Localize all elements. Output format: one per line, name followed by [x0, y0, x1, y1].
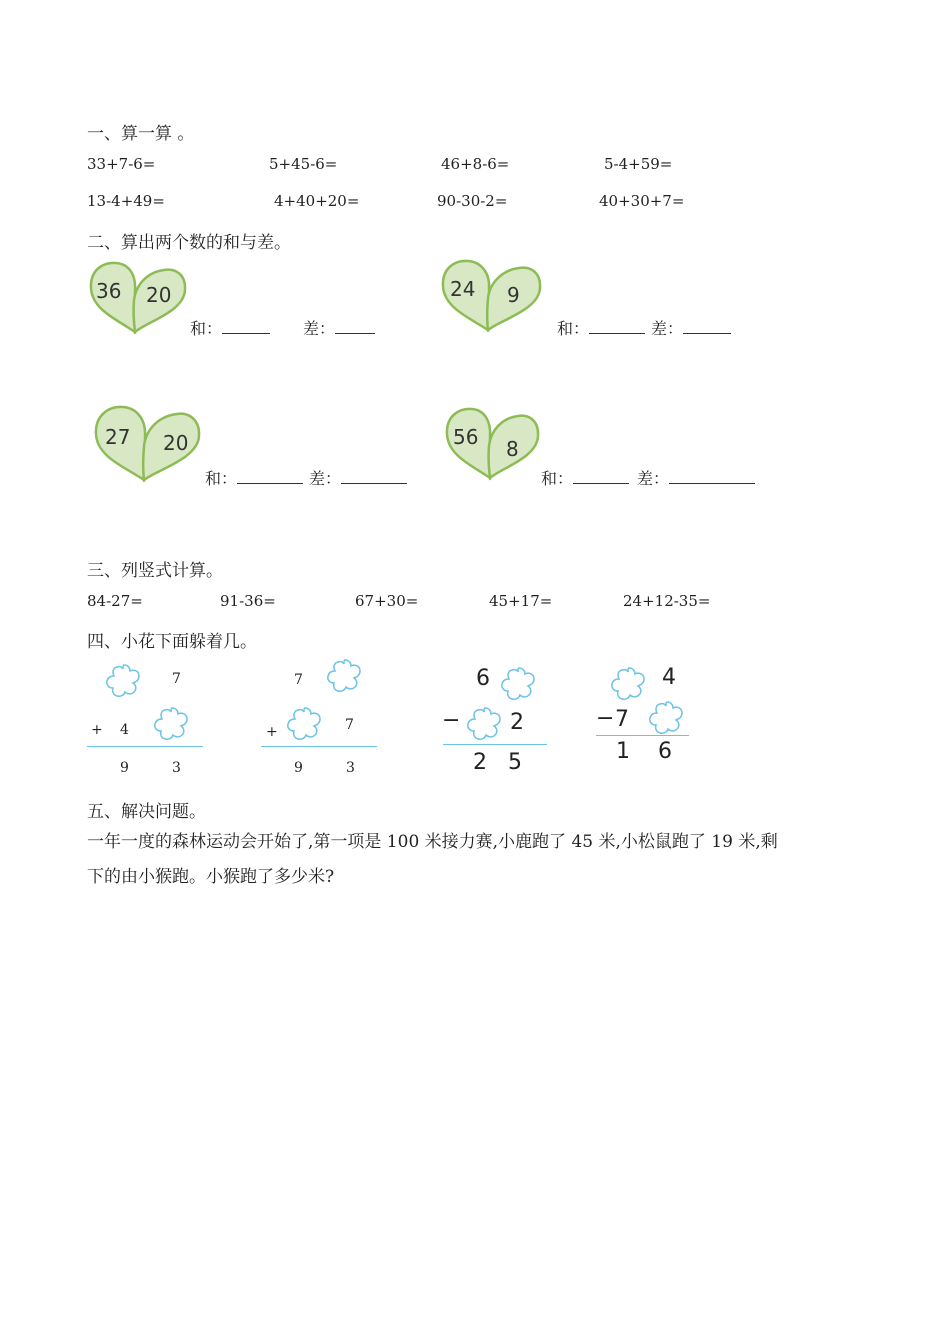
answer-blank[interactable]: [589, 317, 645, 334]
puzzle-digit: 7: [294, 672, 303, 688]
flower-icon: [325, 656, 365, 696]
sum-label: 和：: [557, 319, 590, 338]
calc-item: 33+7-6=: [87, 155, 156, 173]
answer-blank[interactable]: [237, 467, 303, 484]
puzzle-digit: 7: [172, 671, 181, 687]
answer-blank[interactable]: [573, 467, 629, 484]
answer-blank[interactable]: [222, 317, 270, 334]
puzzle-digit: 6: [476, 666, 490, 691]
puzzle-digit: 4: [662, 665, 676, 690]
heart-number-b: 9: [507, 283, 520, 307]
calc-item: 13-4+49=: [87, 192, 165, 210]
vertical-calc-item: 45+17=: [489, 592, 553, 610]
calc-item: 40+30+7=: [599, 192, 685, 210]
section1-heading: 一、算一算 。: [87, 124, 195, 144]
calc-item: 5+45-6=: [269, 155, 338, 173]
puzzle-digit: 7: [345, 717, 354, 733]
diff-answer: [637, 466, 755, 489]
sum-answer: [190, 316, 270, 339]
flower-icon: [647, 698, 687, 738]
answer-blank[interactable]: [669, 467, 755, 484]
diff-answer: [309, 466, 407, 489]
heart-number-b: 8: [506, 437, 519, 461]
operator: −: [596, 706, 615, 731]
sum-label: 和：: [541, 469, 574, 488]
operator: −: [442, 708, 461, 733]
heart-leaf-icon: [444, 406, 542, 482]
heart-number-a: 56: [453, 425, 479, 449]
sum-label: 和：: [190, 319, 223, 338]
puzzle-digit: 7: [615, 707, 629, 732]
puzzle-digit: 9: [120, 760, 129, 776]
puzzle-digit: 9: [294, 760, 303, 776]
sum-rule: [261, 746, 377, 747]
flower-icon: [104, 661, 144, 701]
heart-number-b: 20: [163, 431, 189, 455]
diff-label: 差：: [651, 319, 684, 338]
puzzle-digit: 3: [346, 760, 355, 776]
heart-number-a: 27: [105, 425, 131, 449]
calc-item: 46+8-6=: [441, 155, 510, 173]
flower-icon: [465, 704, 505, 744]
answer-blank[interactable]: [683, 317, 731, 334]
vertical-calc-item: 91-36=: [220, 592, 276, 610]
flower-icon: [609, 664, 649, 704]
sum-answer: [541, 466, 629, 489]
difference-rule: [596, 735, 689, 736]
section2-heading: 二、算出两个数的和与差。: [87, 233, 291, 253]
word-problem-line-1: 一年一度的森林运动会开始了,第一项是 100 米接力赛,小鹿跑了 45 米,小松鼠跑了 19 米,剩: [87, 832, 778, 852]
heart-leaf-icon: [440, 258, 544, 334]
sum-rule: [87, 746, 203, 747]
section3-heading: 三、列竖式计算。: [87, 561, 223, 581]
vertical-calc-item: 84-27=: [87, 592, 143, 610]
heart-number-b: 20: [146, 283, 172, 307]
diff-label: 差：: [303, 319, 336, 338]
diff-label: 差：: [309, 469, 342, 488]
calc-item: 4+40+20=: [274, 192, 360, 210]
difference-rule: [443, 744, 547, 745]
diff-answer: [651, 316, 731, 339]
puzzle-digit: 6: [658, 739, 672, 764]
flower-icon: [152, 704, 192, 744]
operator: +: [266, 724, 278, 740]
answer-blank[interactable]: [341, 467, 407, 484]
flower-icon: [499, 664, 539, 704]
heart-leaf-icon: [88, 260, 188, 336]
calc-item: 90-30-2=: [437, 192, 508, 210]
answer-blank[interactable]: [335, 317, 375, 334]
puzzle-digit: 3: [172, 760, 181, 776]
sum-answer: [557, 316, 645, 339]
puzzle-digit: 1: [616, 739, 630, 764]
puzzle-digit: 2: [510, 710, 524, 735]
flower-icon: [285, 704, 325, 744]
sum-answer: [205, 466, 303, 489]
puzzle-digit: 4: [120, 722, 129, 738]
heart-number-a: 24: [450, 277, 476, 301]
calc-item: 5-4+59=: [604, 155, 673, 173]
diff-label: 差：: [637, 469, 670, 488]
heart-number-a: 36: [96, 279, 122, 303]
puzzle-digit: 5: [508, 750, 522, 775]
section5-heading: 五、解决问题。: [87, 802, 206, 822]
vertical-calc-item: 67+30=: [355, 592, 419, 610]
section4-heading: 四、小花下面躲着几。: [87, 632, 257, 652]
word-problem-line-2: 下的由小猴跑。小猴跑了多少米?: [87, 867, 335, 887]
diff-answer: [303, 316, 375, 339]
operator: +: [91, 722, 103, 738]
puzzle-digit: 2: [473, 750, 487, 775]
heart-leaf-icon: [93, 404, 203, 484]
vertical-calc-item: 24+12-35=: [623, 592, 711, 610]
sum-label: 和：: [205, 469, 238, 488]
